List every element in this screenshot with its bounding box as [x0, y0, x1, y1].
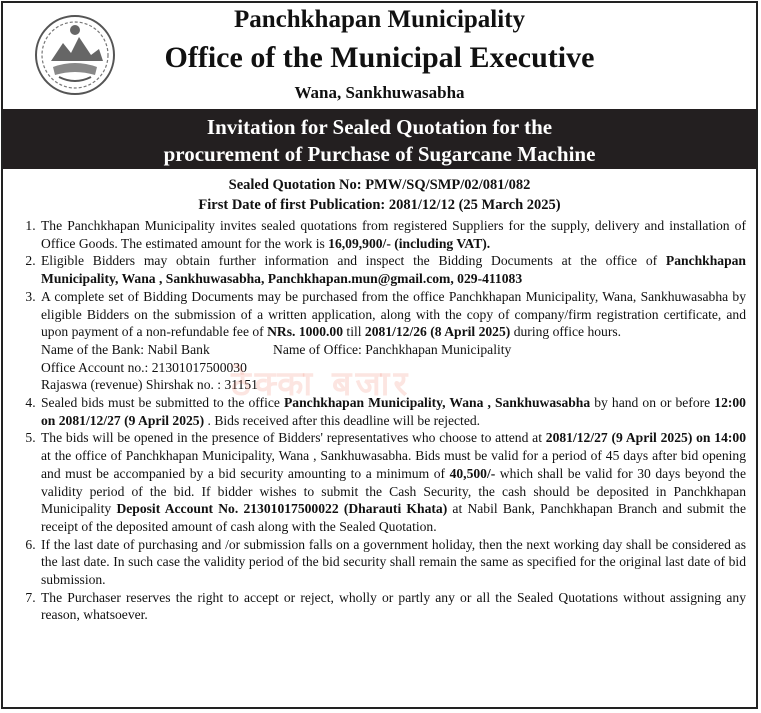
submission-deadline: 12:00 on 2081/12/27 (9 April 2025): [41, 395, 746, 428]
item-text: . Bids received after this deadline will be rejected.: [204, 412, 481, 428]
office-account-number: Office Account no.: 21301017500030: [41, 359, 247, 375]
bank-details-line: [41, 341, 746, 359]
quotation-number: Sealed Quotation No: PMW/SQ/SMP/02/081/082: [228, 177, 531, 193]
notice-title-banner: [3, 109, 756, 169]
item-text: The Panchkhapan Municipality invites sealed quotations from registered Suppliers for the supply, delivery and installation of Office Goods. The estimated amount for the work is: [41, 218, 746, 251]
item-text: Eligible Bidders may obtain further information and inspect the Bidding Documents at the office of: [41, 253, 666, 269]
terms-list: [39, 217, 746, 624]
notice-subheading: [3, 175, 756, 215]
banner-line-2: procurement of Purchase of Sugarcane Machine: [163, 142, 596, 166]
item-text: The bids will be opened in the presence of Bidders' representatives who choose to attend at: [41, 430, 546, 446]
item-text: A complete set of Bidding Documents may be purchased from the office Panchkhapan Municipality, Wana, Sankhuwasabha by eligible Bidders on the submission of a written application, along with the copy of company/firm registration certificate, and upon payment of a non-refundable fee of: [41, 288, 746, 340]
list-item: [39, 252, 746, 287]
item-text: by hand on or before: [590, 395, 715, 411]
list-item: [39, 429, 746, 535]
notice-page: [1, 1, 758, 709]
item-text: which shall be valid for 30 days beyond the validity period of the bid. If bidder wishes to submit the Cash Security, the cash should be deposited in Panchkhapan Municipality: [41, 465, 746, 517]
item-text: at Nabil Bank, Panchkhapan Branch and submit the receipt of the deposited amount of cash along with the Sealed Quotation.: [41, 501, 746, 534]
submission-office: Panchkhapan Municipality, Wana , Sankhuwasabha: [284, 395, 591, 411]
office-name: Office of the Municipal Executive: [164, 41, 595, 74]
list-item: [39, 217, 746, 252]
municipality-name: Panchkhapan Municipality: [233, 6, 526, 33]
document-fee: NRs. 1000.00: [267, 324, 344, 340]
item-text: The Purchaser reserves the right to accept or reject, wholly or partly any or all the Sealed Quotations without assigning any reason, whatsoever.: [41, 589, 746, 623]
list-item: [39, 536, 746, 589]
item-text: If the last date of purchasing and /or submission falls on a government holiday, then the next working day shall be considered as the last date. In such case the validity period of the bid security shall remain the same as specified for the original last date of bid submission.: [41, 536, 746, 588]
office-location: Wana, Sankhuwasabha: [294, 83, 465, 102]
item-text: at the office of Panchkhapan Municipality, Wana , Sankhuwasabha. Bids must be valid for a period of 45 days after bid opening and must be accompanied by a bid security amounting to a minimum of: [41, 448, 746, 481]
header: [3, 3, 756, 113]
item-text: Sealed bids must be submitted to the office: [41, 395, 284, 411]
deposit-account: Deposit Account No. 21301017500022 (Dharauti Khata): [116, 501, 448, 517]
first-publication-date: First Date of first Publication: 2081/12/12 (25 March 2025): [198, 197, 561, 213]
list-item: [39, 394, 746, 429]
bank-name: Name of the Bank: Nabil Bank: [41, 341, 210, 357]
list-item: [39, 288, 746, 394]
banner-line-1: Invitation for Sealed Quotation for the: [206, 115, 553, 139]
item-text: during office hours.: [510, 324, 622, 340]
list-item: [39, 589, 746, 624]
item-text: till: [343, 324, 365, 340]
office-contact: Panchkhapan Municipality, Wana , Sankhuwasabha, Panchkhapan.mun@gmail.com, 029-411083: [41, 253, 746, 287]
watermark-logo: ठेक्का बजार: [231, 364, 412, 404]
revenue-shirshak-number: Rajaswa (revenue) Shirshak no. : 31151: [41, 377, 258, 393]
estimated-amount: 16,09,900/- (including VAT).: [328, 235, 491, 251]
bank-office-name: Name of Office: Panchkhapan Municipality: [273, 341, 512, 357]
bid-security-amount: 40,500/-: [449, 465, 496, 481]
purchase-deadline: 2081/12/26 (8 April 2025): [364, 324, 511, 340]
bid-opening-time: 2081/12/27 (9 April 2025) on 14:00: [545, 430, 746, 446]
